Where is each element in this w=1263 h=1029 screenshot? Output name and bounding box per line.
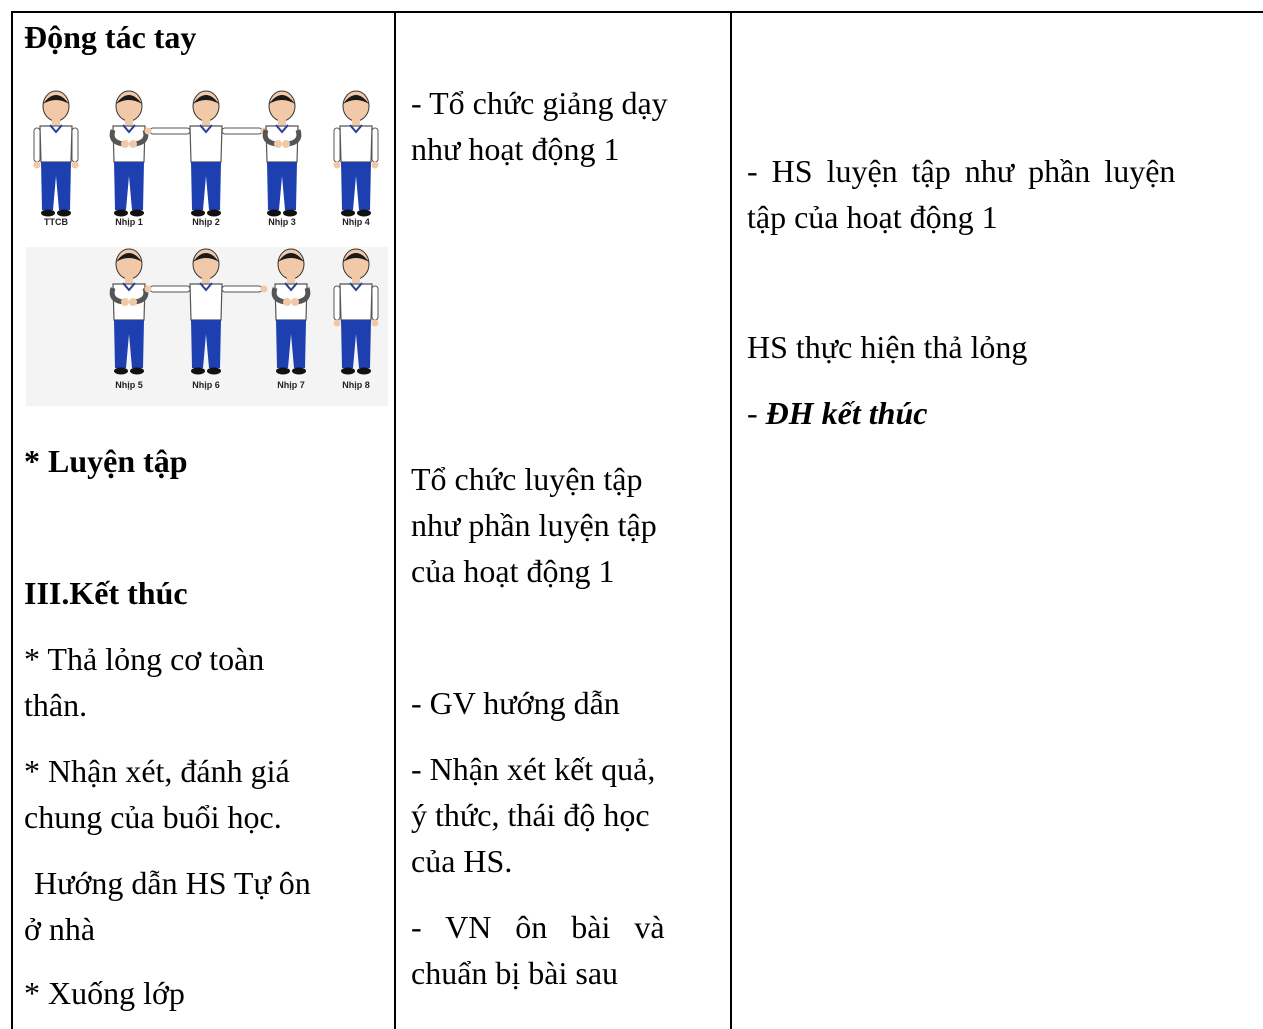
end-text [747,390,927,436]
student-practice-line-2: tập của hoạt động 1 [747,199,998,235]
organize-practice-line-2: như phần luyện tập [411,507,657,543]
review-result-line-2: ý thức, thái độ học [411,797,650,833]
guide-line-1: Hướng dẫn HS Tự ôn [34,865,311,901]
figure-label-9: Nhịp 8 [342,380,370,390]
practice-heading: * Luyện tập [24,443,188,479]
figure-label-7: Nhịp 6 [192,380,220,390]
student-practice-line-1: - HS luyện tập như phần luyện [747,153,1176,189]
column-divider-1 [394,11,396,1029]
figure-label-5: Nhịp 4 [342,217,370,227]
teach-line-2: như hoạt động 1 [411,131,620,167]
homework-line-1: - VN ôn bài và [411,909,665,945]
relax-line-1: * Thả lỏng cơ toàn [24,641,265,677]
figure-label-8: Nhịp 7 [277,380,305,390]
arm-exercise-figure [26,82,388,406]
review-line-2: chung của buổi học. [24,799,282,835]
organize-practice-line-3: của hoạt động 1 [411,553,615,589]
end-prefix: - [747,395,766,431]
end-emphasis: ĐH kết thúc [765,395,928,431]
exercise-heading: Động tác tay [24,19,197,55]
review-result-line-1: - Nhận xét kết quả, [411,751,656,787]
column-divider-2 [730,11,732,1029]
figure-label-1: TTCB [44,217,68,227]
figure-label-4: Nhịp 3 [268,217,296,227]
guide-line-2: ở nhà [24,911,96,947]
figure-label-6: Nhịp 5 [115,380,143,390]
organize-practice-line-1: Tổ chức luyện tập [411,461,643,497]
figure-label-2: Nhịp 1 [115,217,143,227]
section-heading: III.Kết thúc [24,575,188,611]
dismiss-text: * Xuống lớp [24,975,185,1011]
teach-line-1: - Tổ chức giảng dạy [411,85,668,121]
review-line-1: * Nhận xét, đánh giá [24,753,290,789]
homework-line-2: chuẩn bị bài sau [411,955,619,991]
relax-line-2: thân. [24,687,88,723]
review-result-line-3: của HS. [411,843,513,879]
gv-guide-text: - GV hướng dẫn [411,685,620,721]
student-relax-text: HS thực hiện thả lỏng [747,329,1028,365]
figure-label-3: Nhịp 2 [192,217,220,227]
